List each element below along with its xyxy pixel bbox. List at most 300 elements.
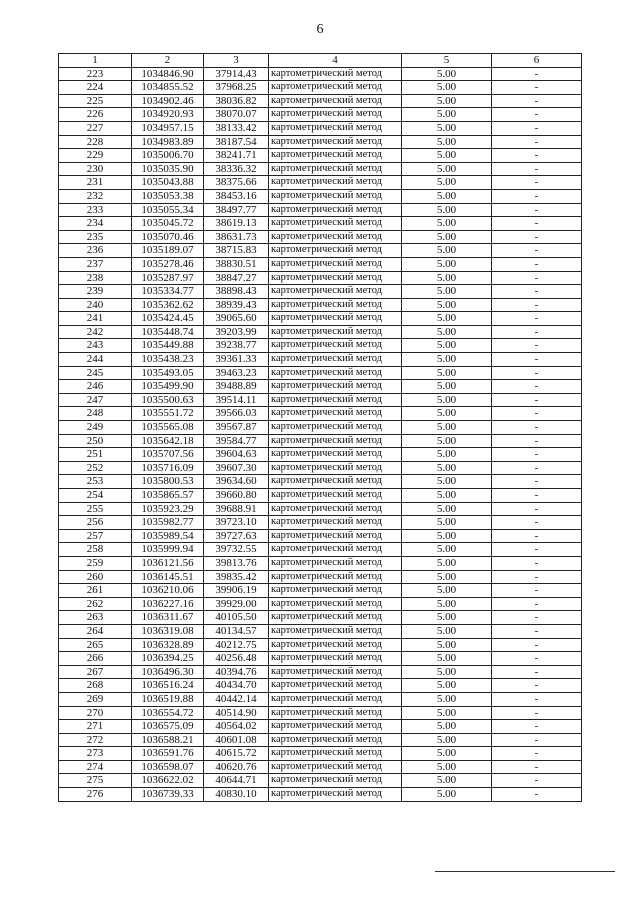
method-cell: картометрический метод: [269, 489, 402, 503]
accuracy-cell: 5.00: [402, 624, 492, 638]
x-coordinate-cell: 1035551.72: [132, 407, 204, 421]
method-cell: картометрический метод: [269, 502, 402, 516]
y-coordinate-cell: 39835.42: [204, 570, 269, 584]
description-cell: -: [492, 203, 582, 217]
point-number-cell: 254: [59, 489, 132, 503]
y-coordinate-cell: 40134.57: [204, 624, 269, 638]
accuracy-cell: 5.00: [402, 339, 492, 353]
accuracy-cell: 5.00: [402, 298, 492, 312]
description-cell: -: [492, 760, 582, 774]
point-number-cell: 233: [59, 203, 132, 217]
table-row: [59, 339, 582, 353]
description-cell: -: [492, 624, 582, 638]
y-coordinate-cell: 39361.33: [204, 353, 269, 367]
table-row: [59, 570, 582, 584]
point-number-cell: 237: [59, 257, 132, 271]
x-coordinate-cell: 1034920.93: [132, 108, 204, 122]
x-coordinate-cell: 1035999.94: [132, 543, 204, 557]
method-cell: картометрический метод: [269, 638, 402, 652]
accuracy-cell: 5.00: [402, 489, 492, 503]
description-cell: -: [492, 502, 582, 516]
table-body: [59, 67, 582, 801]
table-row: [59, 584, 582, 598]
x-coordinate-cell: 1035055.34: [132, 203, 204, 217]
x-coordinate-cell: 1035800.53: [132, 475, 204, 489]
point-number-cell: 245: [59, 366, 132, 380]
table-row: [59, 81, 582, 95]
description-cell: -: [492, 774, 582, 788]
method-cell: картометрический метод: [269, 529, 402, 543]
table-row: [59, 108, 582, 122]
method-cell: картометрический метод: [269, 543, 402, 557]
x-coordinate-cell: 1036519.88: [132, 692, 204, 706]
x-coordinate-cell: 1035189.07: [132, 244, 204, 258]
point-number-cell: 235: [59, 230, 132, 244]
x-coordinate-cell: 1036516.24: [132, 679, 204, 693]
method-cell: картометрический метод: [269, 230, 402, 244]
accuracy-cell: 5.00: [402, 652, 492, 666]
table-row: [59, 652, 582, 666]
point-number-cell: 259: [59, 556, 132, 570]
y-coordinate-cell: 39488.89: [204, 380, 269, 394]
column-header-accuracy: 5: [402, 54, 492, 68]
y-coordinate-cell: 38336.32: [204, 162, 269, 176]
accuracy-cell: 5.00: [402, 774, 492, 788]
method-cell: картометрический метод: [269, 94, 402, 108]
y-coordinate-cell: 37914.43: [204, 67, 269, 81]
x-coordinate-cell: 1035006.70: [132, 149, 204, 163]
table-row: [59, 312, 582, 326]
table-row: [59, 760, 582, 774]
y-coordinate-cell: 38898.43: [204, 285, 269, 299]
point-number-cell: 258: [59, 543, 132, 557]
point-number-cell: 244: [59, 353, 132, 367]
accuracy-cell: 5.00: [402, 692, 492, 706]
accuracy-cell: 5.00: [402, 502, 492, 516]
description-cell: -: [492, 692, 582, 706]
accuracy-cell: 5.00: [402, 353, 492, 367]
method-cell: картометрический метод: [269, 733, 402, 747]
accuracy-cell: 5.00: [402, 747, 492, 761]
point-number-cell: 229: [59, 149, 132, 163]
table-row: [59, 189, 582, 203]
table-row: [59, 421, 582, 435]
description-cell: -: [492, 217, 582, 231]
accuracy-cell: 5.00: [402, 434, 492, 448]
description-cell: -: [492, 135, 582, 149]
point-number-cell: 228: [59, 135, 132, 149]
y-coordinate-cell: 40105.50: [204, 611, 269, 625]
x-coordinate-cell: 1035287.97: [132, 271, 204, 285]
description-cell: -: [492, 67, 582, 81]
x-coordinate-cell: 1036319.08: [132, 624, 204, 638]
accuracy-cell: 5.00: [402, 788, 492, 802]
table-row: [59, 135, 582, 149]
table-row: [59, 556, 582, 570]
description-cell: -: [492, 189, 582, 203]
method-cell: картометрический метод: [269, 760, 402, 774]
x-coordinate-cell: 1035989.54: [132, 529, 204, 543]
description-cell: -: [492, 597, 582, 611]
x-coordinate-cell: 1035865.57: [132, 489, 204, 503]
method-cell: картометрический метод: [269, 176, 402, 190]
accuracy-cell: 5.00: [402, 611, 492, 625]
y-coordinate-cell: 40442.14: [204, 692, 269, 706]
y-coordinate-cell: 38631.73: [204, 230, 269, 244]
table-row: [59, 380, 582, 394]
accuracy-cell: 5.00: [402, 448, 492, 462]
table-row: [59, 489, 582, 503]
description-cell: -: [492, 516, 582, 530]
point-number-cell: 267: [59, 665, 132, 679]
x-coordinate-cell: 1036575.09: [132, 720, 204, 734]
footer-rule: [435, 871, 615, 872]
point-number-cell: 238: [59, 271, 132, 285]
table-row: [59, 353, 582, 367]
point-number-cell: 239: [59, 285, 132, 299]
accuracy-cell: 5.00: [402, 325, 492, 339]
method-cell: картометрический метод: [269, 475, 402, 489]
description-cell: -: [492, 162, 582, 176]
accuracy-cell: 5.00: [402, 176, 492, 190]
y-coordinate-cell: 40514.90: [204, 706, 269, 720]
point-number-cell: 269: [59, 692, 132, 706]
point-number-cell: 234: [59, 217, 132, 231]
description-cell: -: [492, 475, 582, 489]
y-coordinate-cell: 38241.71: [204, 149, 269, 163]
description-cell: -: [492, 393, 582, 407]
y-coordinate-cell: 38036.82: [204, 94, 269, 108]
x-coordinate-cell: 1035035.90: [132, 162, 204, 176]
accuracy-cell: 5.00: [402, 162, 492, 176]
point-number-cell: 265: [59, 638, 132, 652]
column-header-x-coordinate: 2: [132, 54, 204, 68]
accuracy-cell: 5.00: [402, 597, 492, 611]
point-number-cell: 253: [59, 475, 132, 489]
description-cell: -: [492, 733, 582, 747]
table-row: [59, 407, 582, 421]
accuracy-cell: 5.00: [402, 271, 492, 285]
accuracy-cell: 5.00: [402, 760, 492, 774]
point-number-cell: 226: [59, 108, 132, 122]
point-number-cell: 260: [59, 570, 132, 584]
point-number-cell: 257: [59, 529, 132, 543]
y-coordinate-cell: 39238.77: [204, 339, 269, 353]
method-cell: картометрический метод: [269, 189, 402, 203]
table-row: [59, 434, 582, 448]
description-cell: -: [492, 230, 582, 244]
y-coordinate-cell: 39813.76: [204, 556, 269, 570]
y-coordinate-cell: 39514.11: [204, 393, 269, 407]
x-coordinate-cell: 1036328.89: [132, 638, 204, 652]
method-cell: картометрический метод: [269, 652, 402, 666]
y-coordinate-cell: 39723.10: [204, 516, 269, 530]
method-cell: картометрический метод: [269, 217, 402, 231]
accuracy-cell: 5.00: [402, 733, 492, 747]
description-cell: -: [492, 638, 582, 652]
method-cell: картометрический метод: [269, 747, 402, 761]
point-number-cell: 231: [59, 176, 132, 190]
table-row: [59, 203, 582, 217]
table-row: [59, 244, 582, 258]
y-coordinate-cell: 40564.02: [204, 720, 269, 734]
y-coordinate-cell: 38187.54: [204, 135, 269, 149]
description-cell: -: [492, 489, 582, 503]
point-number-cell: 249: [59, 421, 132, 435]
column-header-y-coordinate: 3: [204, 54, 269, 68]
y-coordinate-cell: 39732.55: [204, 543, 269, 557]
description-cell: -: [492, 652, 582, 666]
x-coordinate-cell: 1035565.08: [132, 421, 204, 435]
point-number-cell: 262: [59, 597, 132, 611]
method-cell: картометрический метод: [269, 448, 402, 462]
x-coordinate-cell: 1035923.29: [132, 502, 204, 516]
y-coordinate-cell: 40394.76: [204, 665, 269, 679]
x-coordinate-cell: 1035499.90: [132, 380, 204, 394]
accuracy-cell: 5.00: [402, 244, 492, 258]
point-number-cell: 274: [59, 760, 132, 774]
method-cell: картометрический метод: [269, 67, 402, 81]
method-cell: картометрический метод: [269, 366, 402, 380]
coordinates-table: [58, 53, 582, 802]
table-row: [59, 230, 582, 244]
y-coordinate-cell: 40212.75: [204, 638, 269, 652]
description-cell: -: [492, 461, 582, 475]
table-row: [59, 94, 582, 108]
method-cell: картометрический метод: [269, 285, 402, 299]
point-number-cell: 255: [59, 502, 132, 516]
description-cell: -: [492, 407, 582, 421]
y-coordinate-cell: 40434.70: [204, 679, 269, 693]
accuracy-cell: 5.00: [402, 285, 492, 299]
point-number-cell: 225: [59, 94, 132, 108]
description-cell: -: [492, 121, 582, 135]
method-cell: картометрический метод: [269, 556, 402, 570]
x-coordinate-cell: 1035334.77: [132, 285, 204, 299]
x-coordinate-cell: 1035053.38: [132, 189, 204, 203]
description-cell: -: [492, 720, 582, 734]
point-number-cell: 261: [59, 584, 132, 598]
table-row: [59, 720, 582, 734]
table-row: [59, 774, 582, 788]
method-cell: картометрический метод: [269, 570, 402, 584]
table-row: [59, 366, 582, 380]
accuracy-cell: 5.00: [402, 149, 492, 163]
method-cell: картометрический метод: [269, 203, 402, 217]
method-cell: картометрический метод: [269, 421, 402, 435]
point-number-cell: 276: [59, 788, 132, 802]
method-cell: картометрический метод: [269, 624, 402, 638]
y-coordinate-cell: 38070.07: [204, 108, 269, 122]
point-number-cell: 246: [59, 380, 132, 394]
point-number-cell: 224: [59, 81, 132, 95]
method-cell: картометрический метод: [269, 81, 402, 95]
description-cell: -: [492, 244, 582, 258]
table-row: [59, 176, 582, 190]
y-coordinate-cell: 39567.87: [204, 421, 269, 435]
method-cell: картометрический метод: [269, 584, 402, 598]
y-coordinate-cell: 39604.63: [204, 448, 269, 462]
description-cell: -: [492, 529, 582, 543]
table-row: [59, 638, 582, 652]
point-number-cell: 247: [59, 393, 132, 407]
accuracy-cell: 5.00: [402, 461, 492, 475]
table-row: [59, 597, 582, 611]
x-coordinate-cell: 1035424.45: [132, 312, 204, 326]
x-coordinate-cell: 1035642.18: [132, 434, 204, 448]
point-number-cell: 264: [59, 624, 132, 638]
point-number-cell: 241: [59, 312, 132, 326]
accuracy-cell: 5.00: [402, 706, 492, 720]
x-coordinate-cell: 1035438.23: [132, 353, 204, 367]
method-cell: картометрический метод: [269, 706, 402, 720]
method-cell: картометрический метод: [269, 325, 402, 339]
method-cell: картометрический метод: [269, 611, 402, 625]
method-cell: картометрический метод: [269, 461, 402, 475]
description-cell: -: [492, 706, 582, 720]
table-row: [59, 747, 582, 761]
method-cell: картометрический метод: [269, 393, 402, 407]
y-coordinate-cell: 39929.00: [204, 597, 269, 611]
point-number-cell: 268: [59, 679, 132, 693]
x-coordinate-cell: 1035500.63: [132, 393, 204, 407]
method-cell: картометрический метод: [269, 271, 402, 285]
y-coordinate-cell: 39906.19: [204, 584, 269, 598]
accuracy-cell: 5.00: [402, 584, 492, 598]
point-number-cell: 256: [59, 516, 132, 530]
point-number-cell: 230: [59, 162, 132, 176]
x-coordinate-cell: 1036210.06: [132, 584, 204, 598]
y-coordinate-cell: 39634.60: [204, 475, 269, 489]
point-number-cell: 263: [59, 611, 132, 625]
y-coordinate-cell: 38375.66: [204, 176, 269, 190]
accuracy-cell: 5.00: [402, 380, 492, 394]
method-cell: картометрический метод: [269, 244, 402, 258]
y-coordinate-cell: 40615.72: [204, 747, 269, 761]
y-coordinate-cell: 39727.63: [204, 529, 269, 543]
table-row: [59, 502, 582, 516]
x-coordinate-cell: 1036121.56: [132, 556, 204, 570]
method-cell: картометрический метод: [269, 679, 402, 693]
table-header-row: [59, 54, 582, 68]
table-row: [59, 475, 582, 489]
point-number-cell: 266: [59, 652, 132, 666]
x-coordinate-cell: 1036496.30: [132, 665, 204, 679]
point-number-cell: 236: [59, 244, 132, 258]
accuracy-cell: 5.00: [402, 94, 492, 108]
accuracy-cell: 5.00: [402, 230, 492, 244]
accuracy-cell: 5.00: [402, 679, 492, 693]
y-coordinate-cell: 39584.77: [204, 434, 269, 448]
point-number-cell: 270: [59, 706, 132, 720]
accuracy-cell: 5.00: [402, 665, 492, 679]
method-cell: картометрический метод: [269, 597, 402, 611]
description-cell: -: [492, 298, 582, 312]
y-coordinate-cell: 38133.42: [204, 121, 269, 135]
accuracy-cell: 5.00: [402, 217, 492, 231]
x-coordinate-cell: 1034855.52: [132, 81, 204, 95]
x-coordinate-cell: 1035278.46: [132, 257, 204, 271]
method-cell: картометрический метод: [269, 121, 402, 135]
y-coordinate-cell: 38847.27: [204, 271, 269, 285]
description-cell: -: [492, 556, 582, 570]
point-number-cell: 248: [59, 407, 132, 421]
accuracy-cell: 5.00: [402, 516, 492, 530]
point-number-cell: 250: [59, 434, 132, 448]
x-coordinate-cell: 1036145.51: [132, 570, 204, 584]
table-row: [59, 325, 582, 339]
point-number-cell: 243: [59, 339, 132, 353]
y-coordinate-cell: 38619.13: [204, 217, 269, 231]
description-cell: -: [492, 353, 582, 367]
description-cell: -: [492, 81, 582, 95]
method-cell: картометрический метод: [269, 162, 402, 176]
method-cell: картометрический метод: [269, 135, 402, 149]
description-cell: -: [492, 339, 582, 353]
x-coordinate-cell: 1035493.05: [132, 366, 204, 380]
method-cell: картометрический метод: [269, 257, 402, 271]
accuracy-cell: 5.00: [402, 189, 492, 203]
column-header-point-number: 1: [59, 54, 132, 68]
point-number-cell: 240: [59, 298, 132, 312]
y-coordinate-cell: 39660.80: [204, 489, 269, 503]
x-coordinate-cell: 1035045.72: [132, 217, 204, 231]
description-cell: -: [492, 325, 582, 339]
accuracy-cell: 5.00: [402, 475, 492, 489]
y-coordinate-cell: 39566.03: [204, 407, 269, 421]
description-cell: -: [492, 665, 582, 679]
x-coordinate-cell: 1034902.46: [132, 94, 204, 108]
point-number-cell: 252: [59, 461, 132, 475]
method-cell: картометрический метод: [269, 774, 402, 788]
description-cell: -: [492, 149, 582, 163]
x-coordinate-cell: 1036311.67: [132, 611, 204, 625]
x-coordinate-cell: 1035043.88: [132, 176, 204, 190]
table-row: [59, 788, 582, 802]
column-header-description: 6: [492, 54, 582, 68]
method-cell: картометрический метод: [269, 353, 402, 367]
method-cell: картометрический метод: [269, 665, 402, 679]
table-row: [59, 448, 582, 462]
description-cell: -: [492, 312, 582, 326]
table-row: [59, 733, 582, 747]
accuracy-cell: 5.00: [402, 720, 492, 734]
method-cell: картометрический метод: [269, 108, 402, 122]
table-row: [59, 516, 582, 530]
point-number-cell: 273: [59, 747, 132, 761]
y-coordinate-cell: 40256.48: [204, 652, 269, 666]
accuracy-cell: 5.00: [402, 67, 492, 81]
x-coordinate-cell: 1036739.33: [132, 788, 204, 802]
description-cell: -: [492, 257, 582, 271]
table-row: [59, 611, 582, 625]
table-row: [59, 67, 582, 81]
table-row: [59, 393, 582, 407]
y-coordinate-cell: 39688.91: [204, 502, 269, 516]
table-row: [59, 298, 582, 312]
accuracy-cell: 5.00: [402, 393, 492, 407]
table-row: [59, 285, 582, 299]
accuracy-cell: 5.00: [402, 407, 492, 421]
description-cell: -: [492, 176, 582, 190]
method-cell: картометрический метод: [269, 149, 402, 163]
page-number: 6: [316, 22, 324, 37]
accuracy-cell: 5.00: [402, 312, 492, 326]
method-cell: картометрический метод: [269, 516, 402, 530]
x-coordinate-cell: 1035707.56: [132, 448, 204, 462]
method-cell: картометрический метод: [269, 339, 402, 353]
y-coordinate-cell: 37968.25: [204, 81, 269, 95]
